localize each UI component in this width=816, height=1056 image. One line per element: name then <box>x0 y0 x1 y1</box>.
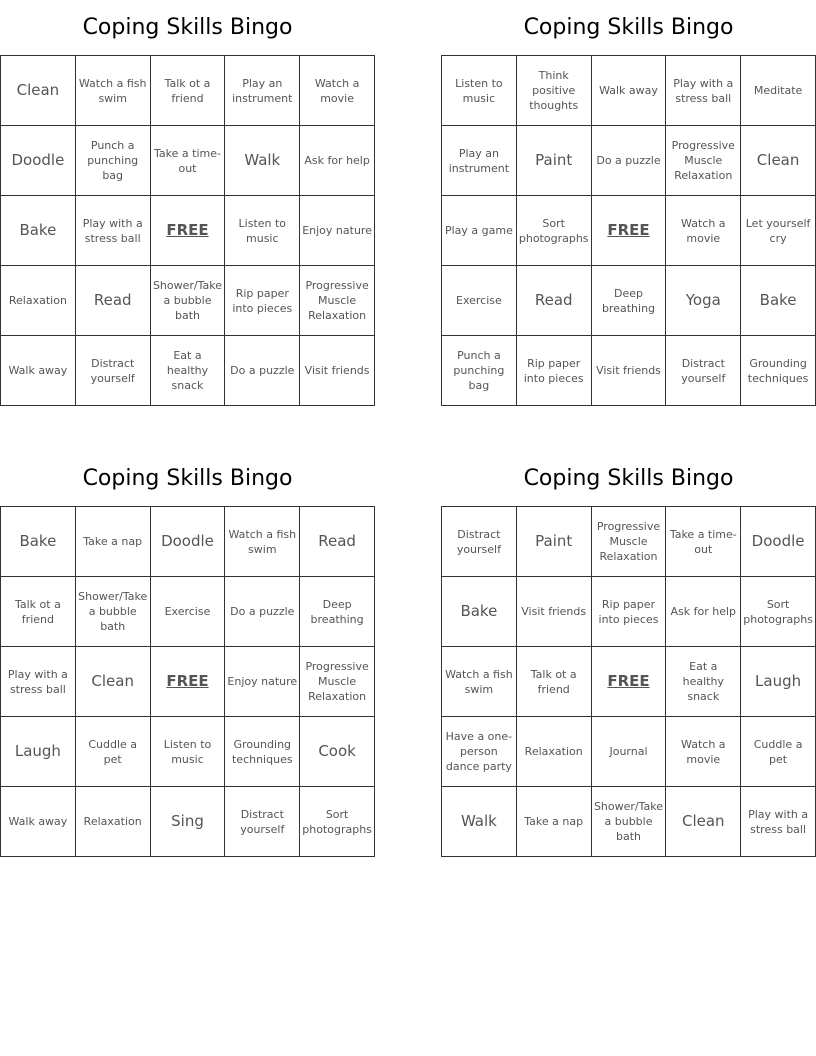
bingo-cell: Listen to music <box>442 56 517 126</box>
bingo-cell: Have a one-person dance party <box>442 717 517 787</box>
bingo-cell: Take a nap <box>75 507 150 577</box>
free-cell: FREE <box>150 647 225 717</box>
bingo-cell: Cuddle a pet <box>75 717 150 787</box>
bingo-cell: Exercise <box>442 266 517 336</box>
bingo-cell: Distract yourself <box>75 336 150 406</box>
bingo-cell: Watch a fish swim <box>75 56 150 126</box>
bingo-cell: Talk ot a friend <box>1 577 76 647</box>
bingo-cell: Take a nap <box>516 787 591 857</box>
bingo-cell: Do a puzzle <box>225 336 300 406</box>
bingo-cell: Watch a movie <box>666 196 741 266</box>
bingo-cell: Listen to music <box>225 196 300 266</box>
grid-row <box>1 507 375 577</box>
bingo-cell: Enjoy nature <box>300 196 375 266</box>
grid-row <box>1 787 375 857</box>
bingo-cell: Play with a stress ball <box>1 647 76 717</box>
grid-row <box>1 336 375 406</box>
bingo-cell: Shower/Take a bubble bath <box>591 787 666 857</box>
bingo-grid <box>0 506 375 857</box>
bingo-cell: Do a puzzle <box>591 126 666 196</box>
bingo-cell: Rip paper into pieces <box>225 266 300 336</box>
bingo-cell: Take a time-out <box>666 507 741 577</box>
bingo-cell: Walk away <box>591 56 666 126</box>
bingo-cell: Sing <box>150 787 225 857</box>
bingo-cell: Relaxation <box>1 266 76 336</box>
card-title: Coping Skills Bingo <box>523 15 734 40</box>
free-cell: FREE <box>150 196 225 266</box>
bingo-cell: Watch a movie <box>300 56 375 126</box>
grid-row <box>1 266 375 336</box>
card-title: Coping Skills Bingo <box>82 15 293 40</box>
grid-row <box>1 647 375 717</box>
bingo-cell: Walk <box>225 126 300 196</box>
bingo-cell: Exercise <box>150 577 225 647</box>
bingo-cell: Ask for help <box>300 126 375 196</box>
bingo-cell: Sort photographs <box>516 196 591 266</box>
bingo-cell: Shower/Take a bubble bath <box>75 577 150 647</box>
bingo-cell: Laugh <box>1 717 76 787</box>
bingo-cell: Talk ot a friend <box>150 56 225 126</box>
bingo-cell: Ask for help <box>666 577 741 647</box>
bingo-cell: Doodle <box>741 507 816 577</box>
bingo-cell: Distract yourself <box>666 336 741 406</box>
bingo-cell: Walk away <box>1 336 76 406</box>
bingo-cell: Paint <box>516 126 591 196</box>
bingo-cell: Sort photographs <box>741 577 816 647</box>
grid-row <box>442 787 816 857</box>
bingo-cell: Eat a healthy snack <box>150 336 225 406</box>
bingo-cell: Play with a stress ball <box>75 196 150 266</box>
bingo-cell: Relaxation <box>75 787 150 857</box>
card-title: Coping Skills Bingo <box>82 466 293 491</box>
bingo-cell: Progressive Muscle Relaxation <box>300 266 375 336</box>
bingo-cell: Play a game <box>442 196 517 266</box>
bingo-cell: Grounding techniques <box>741 336 816 406</box>
bingo-cell: Read <box>516 266 591 336</box>
bingo-cell: Distract yourself <box>225 787 300 857</box>
free-cell: FREE <box>591 647 666 717</box>
bingo-cell: Paint <box>516 507 591 577</box>
bingo-cell: Talk ot a friend <box>516 647 591 717</box>
bingo-cell: Visit friends <box>591 336 666 406</box>
bingo-cell: Enjoy nature <box>225 647 300 717</box>
bingo-cell: Bake <box>741 266 816 336</box>
bingo-cell: Deep breathing <box>591 266 666 336</box>
bingo-cell: Watch a fish swim <box>442 647 517 717</box>
bingo-cell: Yoga <box>666 266 741 336</box>
bingo-cell: Play an instrument <box>225 56 300 126</box>
bingo-cell: Listen to music <box>150 717 225 787</box>
bingo-cell: Do a puzzle <box>225 577 300 647</box>
bingo-cell: Cook <box>300 717 375 787</box>
bingo-cell: Progressive Muscle Relaxation <box>300 647 375 717</box>
bingo-cell: Clean <box>1 56 76 126</box>
bingo-cell: Play an instrument <box>442 126 517 196</box>
bingo-cell: Relaxation <box>516 717 591 787</box>
grid-row <box>442 196 816 266</box>
grid-row <box>1 126 375 196</box>
bingo-cell: Progressive Muscle Relaxation <box>666 126 741 196</box>
bingo-cell: Watch a fish swim <box>225 507 300 577</box>
bingo-cell: Think positive thoughts <box>516 56 591 126</box>
bingo-cell: Rip paper into pieces <box>516 336 591 406</box>
bingo-cell: Distract yourself <box>442 507 517 577</box>
bingo-cell: Journal <box>591 717 666 787</box>
free-cell: FREE <box>591 196 666 266</box>
bingo-cell: Bake <box>1 196 76 266</box>
bingo-grid <box>441 506 816 857</box>
card-title: Coping Skills Bingo <box>523 466 734 491</box>
bingo-cell: Sort photographs <box>300 787 375 857</box>
bingo-cell: Watch a movie <box>666 717 741 787</box>
card-3 <box>441 459 816 857</box>
bingo-cell: Clean <box>741 126 816 196</box>
bingo-cell: Doodle <box>150 507 225 577</box>
grid-row <box>442 336 816 406</box>
bingo-cell: Shower/Take a bubble bath <box>150 266 225 336</box>
bingo-cell: Read <box>75 266 150 336</box>
bingo-cell: Doodle <box>1 126 76 196</box>
bingo-cell: Meditate <box>741 56 816 126</box>
bingo-cell: Play with a stress ball <box>741 787 816 857</box>
card-2 <box>0 459 375 857</box>
bingo-cell: Laugh <box>741 647 816 717</box>
card-0 <box>0 8 375 406</box>
bingo-cell: Eat a healthy snack <box>666 647 741 717</box>
bingo-cell: Cuddle a pet <box>741 717 816 787</box>
bingo-cell: Bake <box>442 577 517 647</box>
bingo-cell: Take a time-out <box>150 126 225 196</box>
grid-row <box>1 196 375 266</box>
bingo-cell: Punch a punching bag <box>75 126 150 196</box>
bingo-cell: Play with a stress ball <box>666 56 741 126</box>
bingo-cell: Punch a punching bag <box>442 336 517 406</box>
bingo-cell: Clean <box>75 647 150 717</box>
grid-row <box>442 717 816 787</box>
bingo-cell: Clean <box>666 787 741 857</box>
bingo-cell: Let yourself cry <box>741 196 816 266</box>
grid-row <box>442 126 816 196</box>
grid-row <box>442 56 816 126</box>
bingo-cell: Visit friends <box>516 577 591 647</box>
bingo-cell: Deep breathing <box>300 577 375 647</box>
card-1 <box>441 8 816 406</box>
bingo-grid <box>441 55 816 406</box>
bingo-grid <box>0 55 375 406</box>
bingo-cell: Grounding techniques <box>225 717 300 787</box>
grid-row <box>442 266 816 336</box>
bingo-cell: Walk <box>442 787 517 857</box>
grid-row <box>1 56 375 126</box>
grid-row <box>442 507 816 577</box>
grid-row <box>1 577 375 647</box>
grid-row <box>442 647 816 717</box>
bingo-cell: Bake <box>1 507 76 577</box>
bingo-cell: Progressive Muscle Relaxation <box>591 507 666 577</box>
grid-row <box>1 717 375 787</box>
grid-row <box>442 577 816 647</box>
bingo-cell: Read <box>300 507 375 577</box>
bingo-cell: Rip paper into pieces <box>591 577 666 647</box>
bingo-cell: Walk away <box>1 787 76 857</box>
bingo-cell: Visit friends <box>300 336 375 406</box>
